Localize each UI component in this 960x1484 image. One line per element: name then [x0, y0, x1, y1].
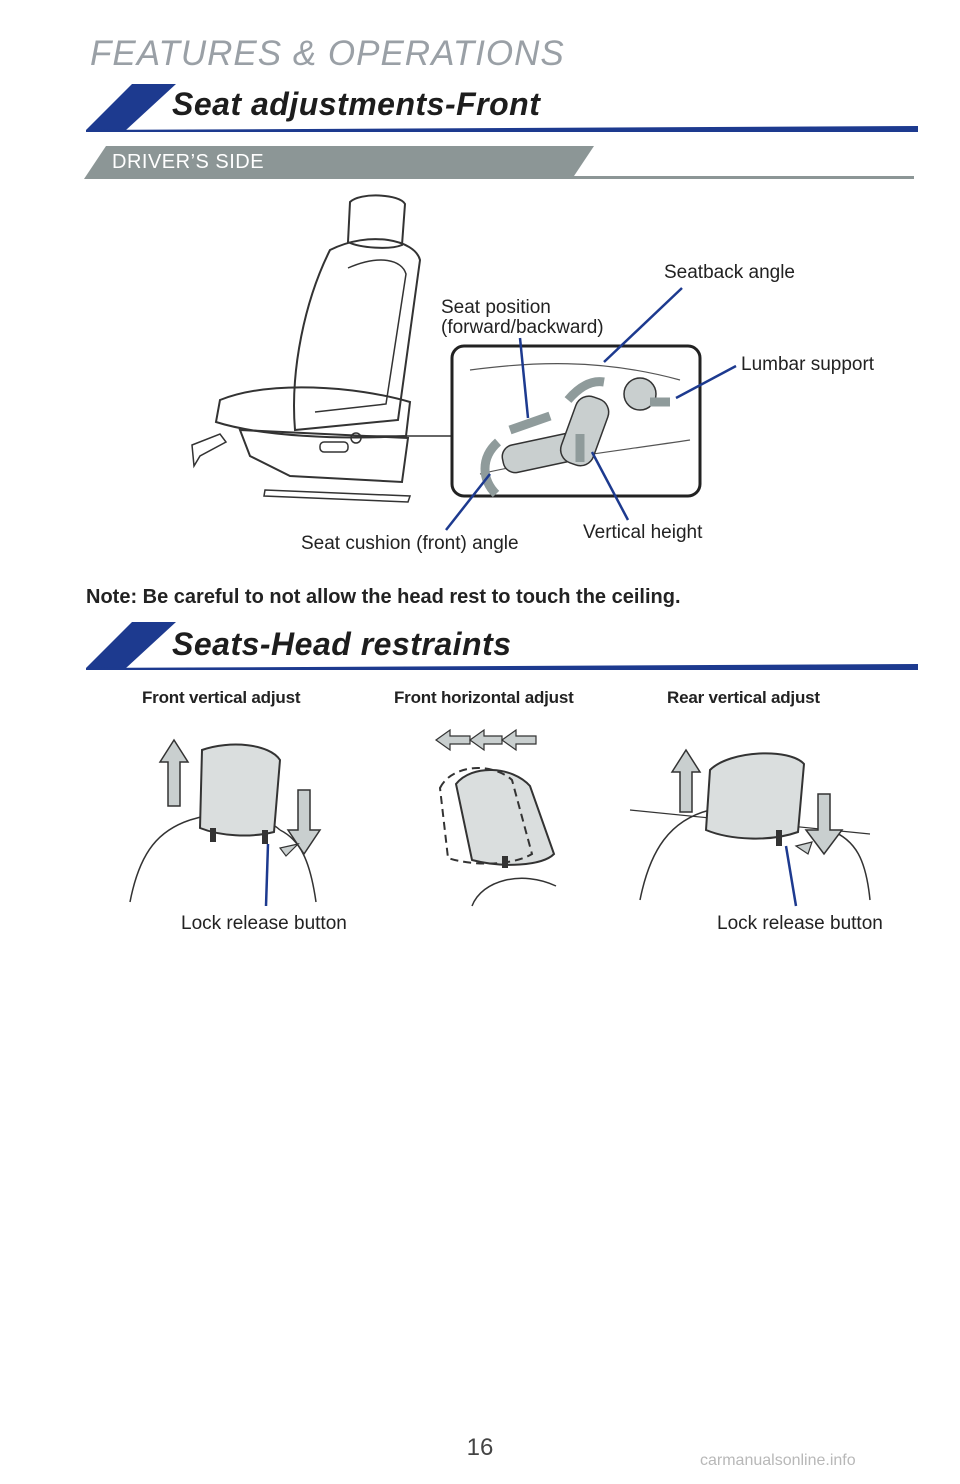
section-title-head-restraints: Seats-Head restraints: [172, 626, 512, 662]
callout-seatback-angle: Seatback angle: [664, 262, 795, 283]
subsection-title-drivers-side: DRIVER’S SIDE: [112, 151, 265, 173]
watermark: carmanualsonline.info: [700, 1452, 856, 1469]
callout-lumbar-support: Lumbar support: [741, 354, 875, 375]
callout-seat-position-line2: (forward/backward): [441, 317, 604, 338]
front-horizontal-headrest-illustration: [432, 730, 572, 910]
callout-lock-release-front: Lock release button: [181, 913, 347, 934]
heading-rear-vertical-adjust: Rear vertical adjust: [667, 688, 820, 707]
section-title-seat-adjustments: Seat adjustments-Front: [172, 86, 541, 122]
heading-front-vertical-adjust: Front vertical adjust: [142, 688, 301, 707]
callout-vertical-height: Vertical height: [583, 522, 703, 543]
front-vertical-headrest-illustration: [130, 740, 330, 910]
callout-seat-cushion-angle: Seat cushion (front) angle: [301, 533, 519, 554]
note-text: Note: Be careful to not allow the head rest to touch the ceiling.: [86, 586, 681, 608]
page-header-title: FEATURES & OPERATIONS: [90, 34, 565, 73]
callout-seat-position-line1: Seat position: [441, 297, 551, 318]
rear-vertical-headrest-illustration: [630, 750, 880, 910]
page-number: 16: [466, 1434, 494, 1461]
callout-lock-release-rear: Lock release button: [717, 913, 883, 934]
heading-front-horizontal-adjust: Front horizontal adjust: [394, 688, 574, 707]
